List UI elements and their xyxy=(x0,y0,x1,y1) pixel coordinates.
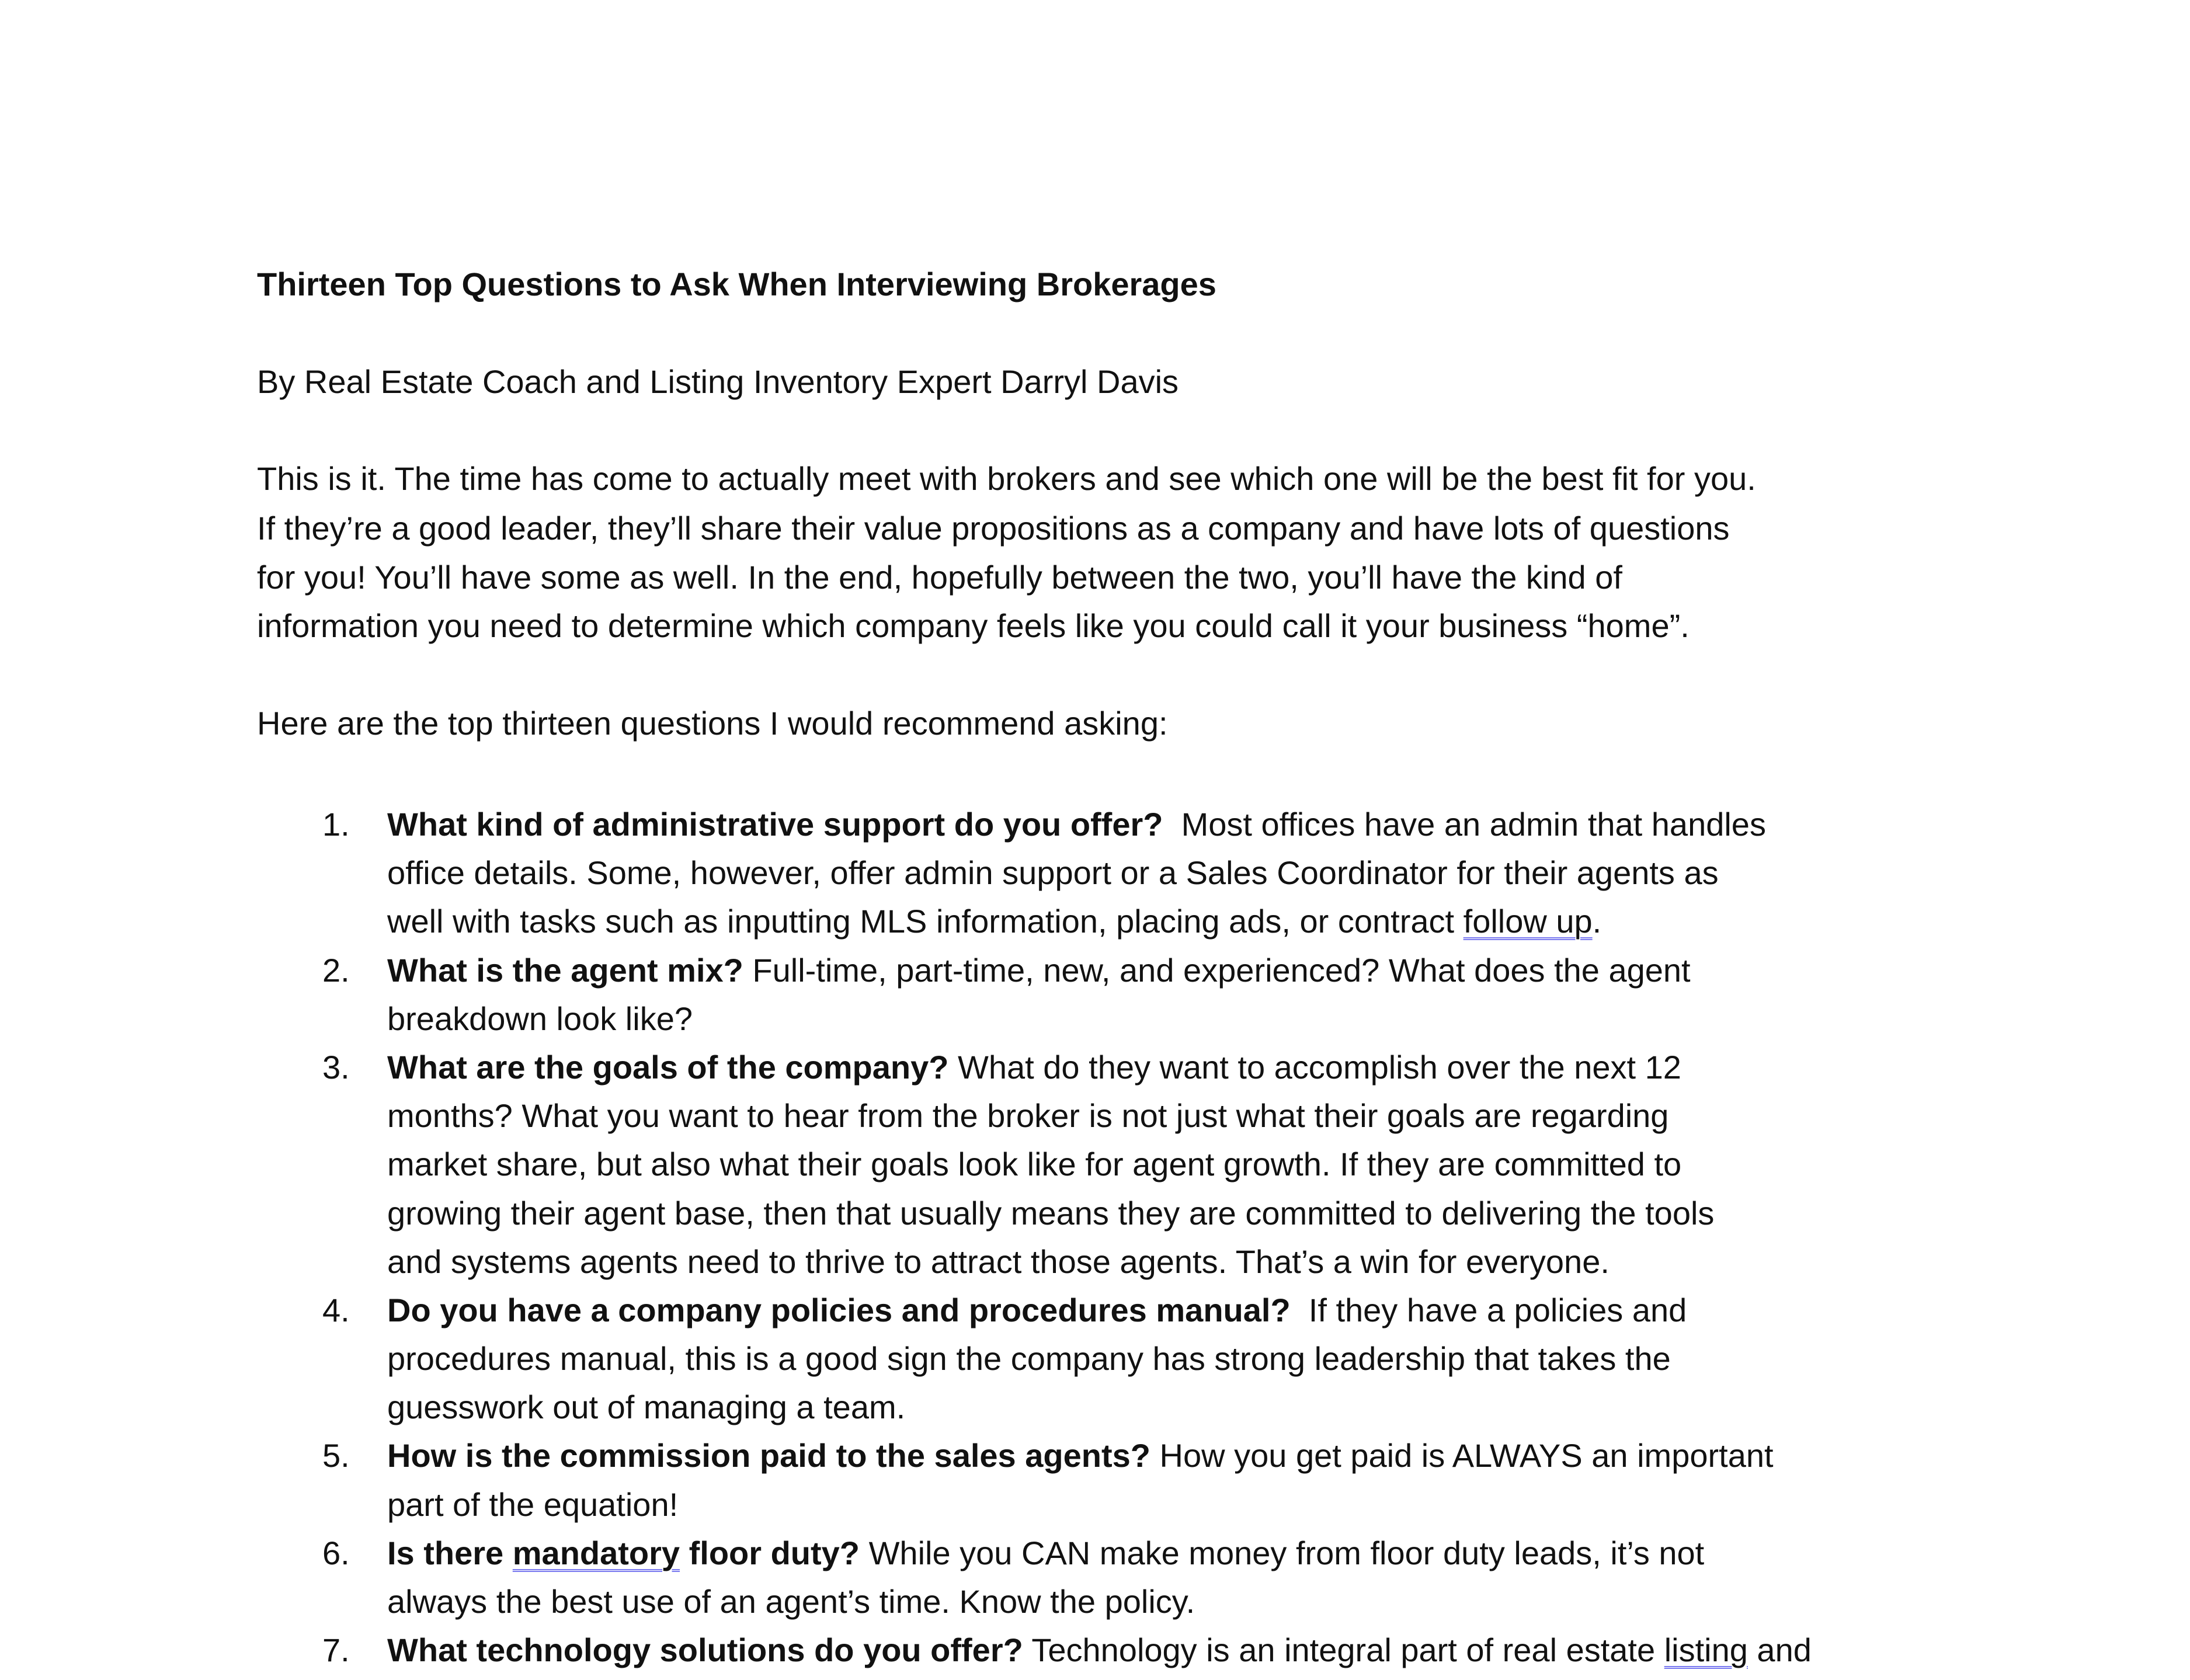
answer-text: always the best use of an agent’s time. Know the policy. xyxy=(387,1583,1195,1620)
list-item-7 xyxy=(0,1626,2190,1674)
answer-text: If they have a policies and xyxy=(1290,1291,1687,1328)
byline: By Real Estate Coach and Listing Inventory Expert Darryl Davis xyxy=(257,363,1179,400)
question-heading: How is the commission paid to the sales agents? xyxy=(387,1437,1150,1474)
list-number: 7. xyxy=(322,1632,350,1669)
list-number: 5. xyxy=(322,1437,350,1474)
answer-text: What do they want to accomplish over the next 12 xyxy=(948,1048,1681,1086)
list-item-5-cont xyxy=(0,1480,2190,1529)
list-item-4-cont xyxy=(0,1383,2190,1431)
document-title: Thirteen Top Questions to Ask When Interviewing Brokerages xyxy=(257,266,1216,302)
list-item-3-cont xyxy=(0,1237,2190,1286)
list-number: 4. xyxy=(322,1291,350,1328)
list-item-2 xyxy=(0,946,2190,994)
list-item-3-cont xyxy=(0,1140,2190,1188)
answer-text: office details. Some, however, offer admin support or a Sales Coordinator for their agents as xyxy=(387,854,1719,892)
list-item-6 xyxy=(0,1529,2190,1577)
question-heading: What technology solutions do you offer? xyxy=(387,1632,1023,1669)
intro-line: This is it. The time has come to actually meet with brokers and see which one will be the best fit for you. xyxy=(257,460,1756,497)
grammar-flagged-text[interactable]: follow up xyxy=(1463,903,1593,940)
list-item-3-cont xyxy=(0,1091,2190,1140)
list-text xyxy=(387,1529,1704,1577)
answer-text: While you CAN make money from floor duty leads, it’s not xyxy=(860,1534,1705,1571)
intro-line: If they’re a good leader, they’ll share their value propositions as a company and have lots of questions xyxy=(257,510,1730,547)
answer-text: . xyxy=(1592,903,1602,940)
list-item-1 xyxy=(0,800,2190,848)
answer-text: guesswork out of managing a team. xyxy=(387,1389,906,1426)
list-text xyxy=(387,946,1691,994)
answer-text: market share, but also what their goals look like for agent growth. If they are committed to xyxy=(387,1146,1682,1183)
answer-text: well with tasks such as inputting MLS information, placing ads, or contract xyxy=(387,903,1464,940)
list-text xyxy=(387,1626,1812,1674)
list-item-3-cont xyxy=(0,1189,2190,1237)
list-number: 2. xyxy=(322,951,350,989)
list-item-1-cont xyxy=(0,897,2190,945)
list-item-3 xyxy=(0,1043,2190,1091)
list-item-4 xyxy=(0,1286,2190,1334)
answer-text: Most offices have an admin that handles xyxy=(1163,806,1766,843)
question-heading: What is the agent mix? xyxy=(387,951,743,989)
answer-text: breakdown look like? xyxy=(387,1000,693,1037)
question-heading: Do you have a company policies and procedures manual? xyxy=(387,1291,1291,1328)
question-heading xyxy=(387,1535,860,1571)
list-item-1-cont xyxy=(0,848,2190,897)
list-item-2-cont xyxy=(0,994,2190,1043)
grammar-flagged-text[interactable]: listing xyxy=(1664,1632,1748,1669)
question-heading: What kind of administrative support do you offer? xyxy=(387,806,1163,843)
list-item-5 xyxy=(0,1431,2190,1480)
question-text: floor duty? xyxy=(680,1534,860,1571)
answer-text: How you get paid is ALWAYS an important xyxy=(1150,1437,1774,1474)
list-text xyxy=(387,1043,1681,1091)
answer-text xyxy=(387,897,1601,945)
list-number: 1. xyxy=(322,806,350,843)
question-text: Is there xyxy=(387,1534,513,1571)
list-text xyxy=(387,1286,1687,1334)
answer-text: months? What you want to hear from the broker is not just what their goals are regarding xyxy=(387,1097,1669,1135)
answer-text: growing their agent base, then that usually means they are committed to delivering the tools xyxy=(387,1194,1715,1232)
list-number: 3. xyxy=(322,1048,350,1086)
answer-text: part of the equation! xyxy=(387,1486,679,1523)
answer-text: and xyxy=(1747,1632,1812,1669)
list-item-4-cont xyxy=(0,1334,2190,1383)
answer-text: procedures manual, this is a good sign the company has strong leadership that takes the xyxy=(387,1340,1671,1378)
intro-line: information you need to determine which company feels like you could call it your business “home”. xyxy=(257,607,1690,644)
lead-in: Here are the top thirteen questions I would recommend asking: xyxy=(257,705,1168,742)
list-text xyxy=(387,800,1766,848)
answer-text: Full-time, part-time, new, and experienced? What does the agent xyxy=(743,951,1691,989)
list-item-6-cont xyxy=(0,1577,2190,1626)
question-heading: What are the goals of the company? xyxy=(387,1048,949,1086)
answer-text: Technology is an integral part of real estate xyxy=(1023,1632,1664,1669)
answer-text: and systems agents need to thrive to attract those agents. That’s a win for everyone. xyxy=(387,1243,1610,1280)
list-number: 6. xyxy=(322,1534,350,1571)
list-text xyxy=(387,1431,1774,1480)
questions-list xyxy=(0,800,2190,1674)
intro-line: for you! You’ll have some as well. In the end, hopefully between the two, you’ll have the kind of xyxy=(257,559,1622,596)
grammar-flagged-text[interactable]: mandatory xyxy=(512,1534,680,1571)
